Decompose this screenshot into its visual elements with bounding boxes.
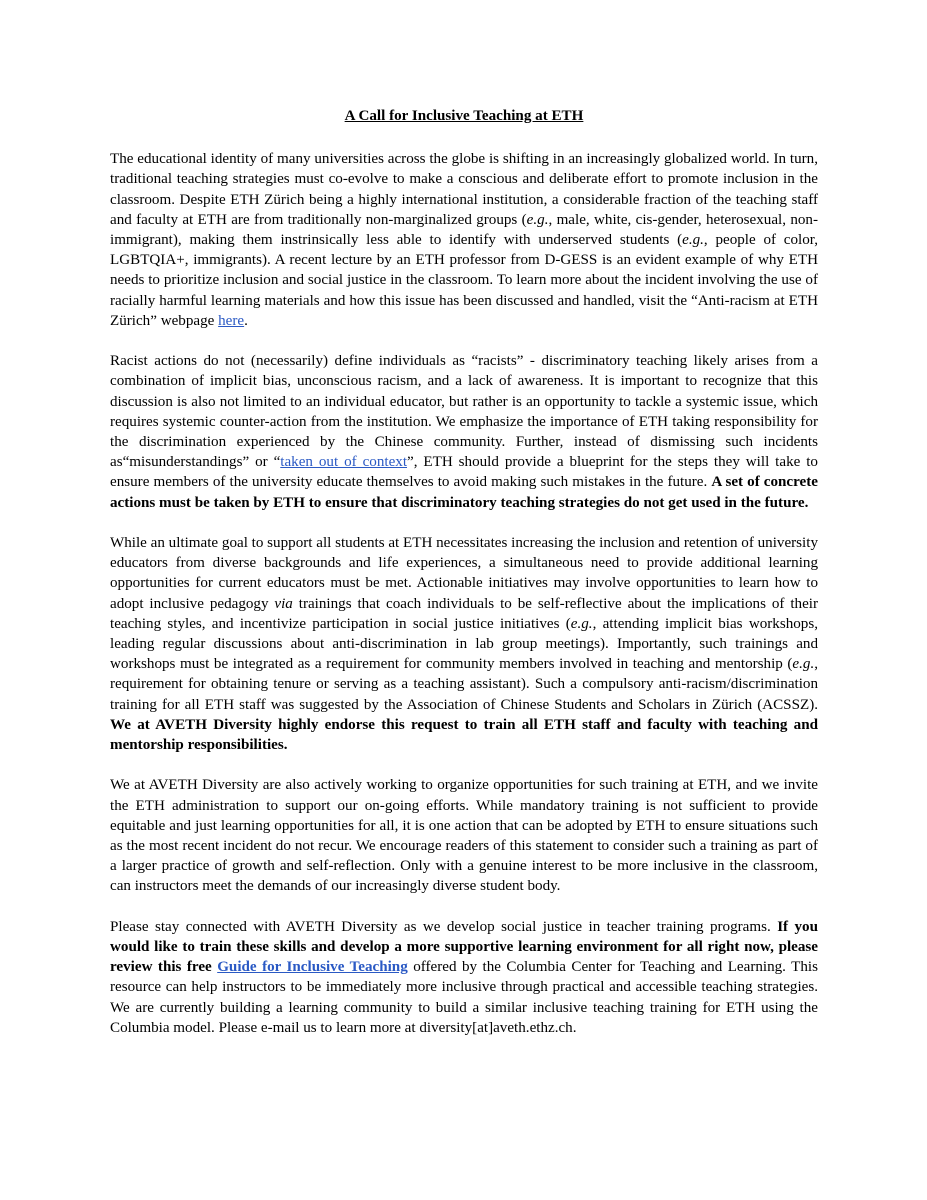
paragraph-text: , requirement for obtaining tenure or serving as a teaching assistant). Such a compulsory anti-racism/discrimination training for all ETH staff was suggested by the Association of Chinese Students and Scholars in Zürich (ACSSZ). [110,656,818,713]
document-title: A Call for Inclusive Teaching at ETH [344,108,584,124]
italic-text: via [274,595,293,612]
paragraph-text: Racist actions do not (necessarily) define individuals as “racists” - discriminatory teaching likely arises from a combination of implicit bias, unconscious racism, and a lack of awareness. It is important to recognize that this discussion is also not limited to an individual educator, but rather is an opportunity to tackle a systemic issue, which requires systemic counter-action from the institution. We emphasize the importance of ETH taking responsibility for the discrimination experienced by the Chinese community. Further, instead of dismissing such incidents as“misunderstandings” or “ [110,353,818,471]
bold-text: We at AVETH Diversity highly endorse this request to train all ETH staff and faculty with teaching and mentorship responsibilities. [110,716,818,754]
paragraph-aveth-efforts: We at AVETH Diversity are also actively working to organize opportunities for such training at ETH, and we invite the ETH administration to support our on-going efforts. While mandatory training is not sufficient to provide equitable and just learning opportunities for all, it is one action that can be adopted by ETH to ensure situations such as the most recent incident do not recur. We encourage readers of this statement to consider such a training as part of a larger practice of growth and self-reflection. Only with a genuine interest to be more inclusive in the classroom, can instructors meet the demands of our increasingly diverse student body. [110,777,818,895]
paragraph-stay-connected [110,917,818,1038]
paragraph-text: Please stay connected with AVETH Diversity as we develop social justice in teacher training programs. [110,918,778,935]
paragraph-text: The educational identity of many universities across the globe is shifting in an increasingly globalized world. In turn, traditional teaching strategies must co-evolve to make a conscious and deliberate effort to promote inclusion in the classroom. Despite ETH Zürich being a highly international institution, a considerable fraction of the teaching staff and faculty at ETH are from traditionally non-marginalized groups ( [110,151,818,228]
paragraph-text: trainings that coach individuals to be self-reflective about the implications of their teaching styles, and incentivize participation in social justice initiatives ( [110,595,818,632]
paragraph-text: offered by the Columbia Center for Teaching and Learning. This resource can help instructors to be immediately more inclusive through practical and accessible teaching strategies. We are currently building a learning community to build a similar inclusive teaching training for ETH using the Columbia model. Please e-mail us to learn more at diversity[at]aveth.ethz.ch. [110,959,818,1036]
paragraph-text: . [244,312,248,329]
paragraph-text: , people of color, LGBTQIA+, immigrants). A recent lecture by an ETH professor from D-GESS is an evident example of why ETH needs to prioritize inclusion and social justice in the classroom. To learn more about the incident involving the use of racially harmful learning materials and how this issue has been discussed and handled, visit the “Anti-racism at ETH Zürich” webpage [110,232,818,329]
taken-out-of-context-link[interactable]: taken out of context [280,454,408,471]
paragraph-text: , attending implicit bias workshops, leading regular discussions about anti-discrimination in lab group meetings). Importantly, such trainings and workshops must be integrated as a requirement for community members involved in teaching and mentorship ( [110,615,818,673]
paragraph-racist-actions [110,351,818,513]
italic-text: e.g. [570,615,593,632]
here-link[interactable]: here [218,312,245,329]
guide-for-inclusive-teaching-link[interactable]: Guide for Inclusive Teaching [217,959,408,976]
paragraph-text: While an ultimate goal to support all students at ETH necessitates increasing the inclusion and retention of university educators from diverse backgrounds and life experiences, a simultaneous need to provide additional learning opportunities for current educators must be met. Actionable initiatives may involve opportunities to learn how to adopt inclusive pedagogy [110,535,818,612]
italic-text: e.g. [792,656,815,673]
document-page [110,106,818,1058]
paragraph-text: , male, white, cis-gender, heterosexual, non-immigrant), making them instrinsically less able to identify with underserved students ( [110,211,819,249]
paragraph-initiatives [110,533,818,755]
paragraph-text: ”, ETH should provide a blueprint for the steps they will take to ensure members of the university educate themselves to avoid making such mistakes in the future. [110,454,818,491]
italic-text: e.g. [526,211,549,228]
bold-text: A set of concrete actions must be taken by ETH to ensure that discriminatory teaching strategies do not get used in the future. [110,474,818,511]
italic-text: e.g. [682,232,704,249]
bold-text: If you would like to train these skills and develop a more supportive learning environment for all right now, please review this free [110,918,818,976]
paragraph-intro [110,149,818,331]
